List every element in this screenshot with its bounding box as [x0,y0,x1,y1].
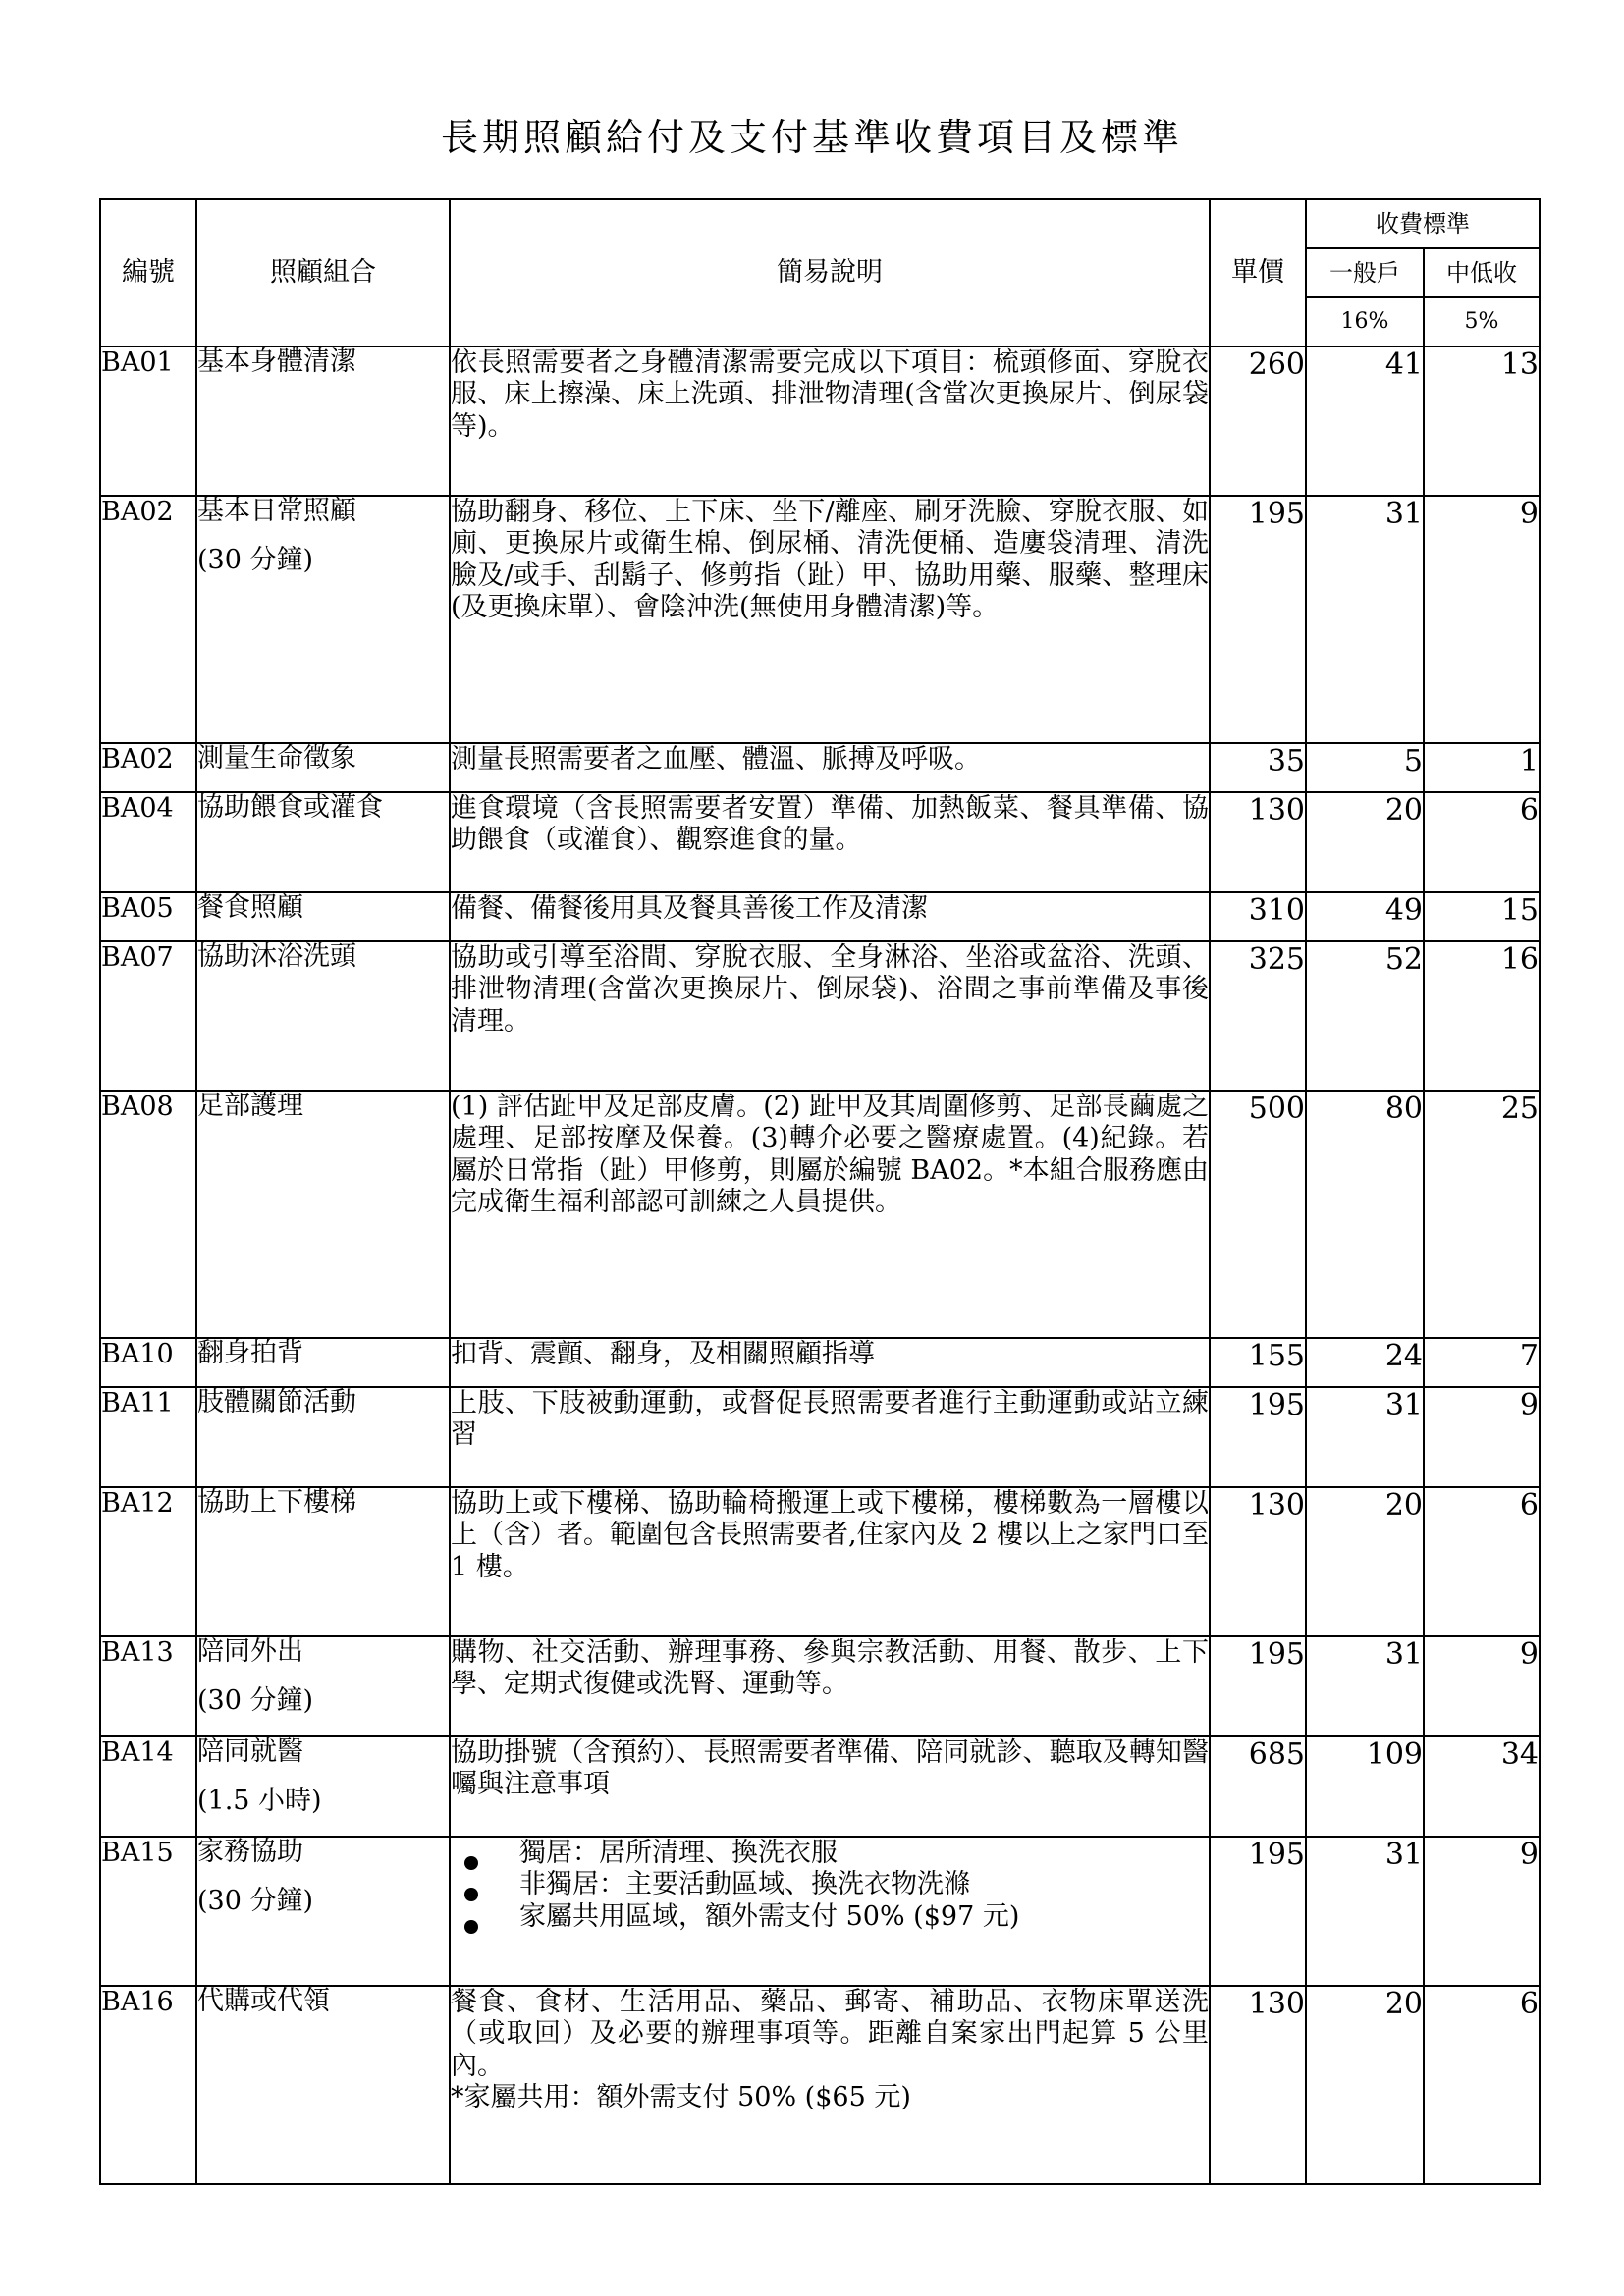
row-name-line: 協助上下樓梯 [197,1487,356,1518]
row-name-line: 基本身體清潔 [197,347,356,377]
row-name-duration: (1.5 小時) [197,1786,322,1816]
row-name [196,1487,450,1636]
row-general: 20 [1306,1487,1424,1636]
row-low-mid: 7 [1424,1338,1540,1387]
row-price: 130 [1210,1986,1306,2184]
bullet-item [455,1869,1209,1900]
row-general: 31 [1306,1387,1424,1487]
row-code: BA16 [100,1986,196,2184]
row-price: 310 [1210,892,1306,941]
row-low-mid: 9 [1424,1387,1540,1487]
row-description: 測量長照需要者之血壓、體溫、脈搏及呼吸。 [450,743,1210,792]
row-description: 協助或引導至浴間、穿脫衣服、全身淋浴、坐浴或盆浴、洗頭、排泄物清理(含當次更換尿片、倒尿袋)、浴間之事前準備及事後清理。 [450,941,1210,1091]
row-name-line: 餐食照顧 [197,892,303,923]
row-general: 52 [1306,941,1424,1091]
row-general: 20 [1306,1986,1424,2184]
table-row [100,941,1540,1091]
row-general: 31 [1306,496,1424,743]
row-low-mid: 9 [1424,496,1540,743]
table-row [100,792,1540,892]
row-general: 49 [1306,892,1424,941]
row-code: BA14 [100,1736,196,1837]
row-name-duration: (30 分鐘) [197,545,314,575]
row-code: BA13 [100,1636,196,1736]
row-name [196,941,450,1091]
row-name [196,1986,450,2184]
table-row [100,1736,1540,1837]
row-code: BA04 [100,792,196,892]
row-code: BA02 [100,743,196,792]
row-code: BA08 [100,1091,196,1338]
row-name [196,1636,450,1736]
row-description: 扣背、震顫、翻身，及相關照顧指導 [450,1338,1210,1387]
row-general: 109 [1306,1736,1424,1837]
row-code: BA07 [100,941,196,1091]
row-description: 協助上或下樓梯、協助輪椅搬運上或下樓梯，樓梯數為一層樓以上（含）者。範圍包含長照需要者,住家內及 2 樓以上之家門口至 1 樓。 [450,1487,1210,1636]
row-code: BA12 [100,1487,196,1636]
row-description: (1) 評估趾甲及足部皮膚。(2) 趾甲及其周圍修剪、足部長繭處之處理、足部按摩及保養。(3)轉介必要之醫療處置。(4)紀錄。若屬於日常指（趾）甲修剪，則屬於編號 BA02。*本組合服務應由完成衛生福利部認可訓練之人員提供。 [450,1091,1210,1338]
row-low-mid: 6 [1424,1986,1540,2184]
fee-table [99,198,1541,2185]
bullet-text: 家屬共用區域，額外需支付 50% ($97 元) [519,1900,1020,1932]
row-general: 20 [1306,792,1424,892]
row-price: 325 [1210,941,1306,1091]
row-name [196,1736,450,1837]
row-price: 195 [1210,1387,1306,1487]
row-code: BA10 [100,1338,196,1387]
row-code: BA11 [100,1387,196,1487]
row-name [196,1091,450,1338]
row-low-mid: 13 [1424,347,1540,496]
row-name-line: 代購或代領 [197,1986,330,2016]
row-description: 協助翻身、移位、上下床、坐下/離座、刷牙洗臉、穿脫衣服、如廁、更換尿片或衛生棉、倒尿桶、清洗便桶、造廔袋清理、清洗臉及/或手、刮鬍子、修剪指（趾）甲、協助用藥、服藥、整理床(及更換床單）、會陰沖洗(無使用身體清潔)等。 [450,496,1210,743]
table-row [100,1636,1540,1736]
bullet-item [455,1901,1209,1933]
row-name-line: 協助餵食或灌食 [197,792,383,823]
page-title: 長期照顧給付及支付基準收費項目及標準 [440,116,1183,159]
row-name [196,1387,450,1487]
row-low-mid: 9 [1424,1636,1540,1736]
table-row [100,1487,1540,1636]
row-name-line: 家務協助 [197,1837,303,1867]
row-description: 依長照需要者之身體清潔需要完成以下項目：梳頭修面、穿脫衣服、床上擦澡、床上洗頭、排泄物清理(含當次更換尿片、倒尿袋等)。 [450,347,1210,496]
header-unit-price: 單價 [1210,199,1306,347]
row-price: 35 [1210,743,1306,792]
row-description: 進食環境（含長照需要者安置）準備、加熱飯菜、餐具準備、協助餵食（或灌食）、觀察進食的量。 [450,792,1210,892]
row-price: 130 [1210,1487,1306,1636]
row-general: 31 [1306,1837,1424,1986]
row-price: 195 [1210,1837,1306,1986]
row-name-line: 肢體關節活動 [197,1387,356,1417]
row-low-mid: 6 [1424,1487,1540,1636]
row-description: 上肢、下肢被動運動，或督促長照需要者進行主動運動或站立練習 [450,1387,1210,1487]
bullet-dot-icon [464,1856,478,1870]
row-description [450,1837,1210,1986]
bullet-text: 獨居：居所清理、換洗衣服 [519,1838,838,1868]
row-low-mid: 6 [1424,792,1540,892]
row-name [196,347,450,496]
row-price: 155 [1210,1338,1306,1387]
bullet-dot-icon [464,1920,478,1934]
row-price: 260 [1210,347,1306,496]
row-price: 130 [1210,792,1306,892]
row-name-line: 陪同外出 [197,1636,303,1667]
row-low-mid: 25 [1424,1091,1540,1338]
row-name [196,792,450,892]
row-description-note: *家屬共用：額外需支付 50% ($65 元) [451,2082,911,2113]
row-name-duration: (30 分鐘) [197,1886,314,1916]
row-code: BA15 [100,1837,196,1986]
row-name-line: 足部護理 [197,1091,303,1121]
row-description: 購物、社交活動、辦理事務、參與宗教活動、用餐、散步、上下學、定期式復健或洗腎、運動等。 [450,1636,1210,1736]
row-name-line: 協助沐浴洗頭 [197,941,356,972]
row-description: 協助掛號（含預約）、長照需要者準備、陪同就診、聽取及轉知醫囑與注意事項 [450,1736,1210,1837]
row-price: 500 [1210,1091,1306,1338]
row-price: 685 [1210,1736,1306,1837]
row-low-mid: 1 [1424,743,1540,792]
row-name-line: 基本日常照顧 [197,496,356,526]
header-general: 一般戶 [1306,248,1424,297]
table-row [100,347,1540,496]
row-name [196,496,450,743]
header-code: 編號 [100,199,196,347]
row-name-line: 翻身拍背 [197,1338,303,1368]
row-name-line: 測量生命徵象 [197,743,356,774]
row-code: BA02 [100,496,196,743]
bullet-dot-icon [464,1888,478,1901]
row-general: 24 [1306,1338,1424,1387]
table-row [100,1091,1540,1338]
table-row [100,1837,1540,1986]
row-description: 備餐、備餐後用具及餐具善後工作及清潔 [450,892,1210,941]
row-price: 195 [1210,496,1306,743]
row-price: 195 [1210,1636,1306,1736]
row-description [450,1986,1210,2184]
table-row [100,1986,1540,2184]
header-low-mid: 中低收 [1424,248,1540,297]
header-general-rate: 16% [1306,297,1424,347]
table-row [100,496,1540,743]
row-low-mid: 34 [1424,1736,1540,1837]
row-low-mid: 9 [1424,1837,1540,1986]
bullet-text: 非獨居：主要活動區域、換洗衣物洗滌 [519,1869,970,1900]
header-description: 簡易說明 [450,199,1210,347]
row-general: 31 [1306,1636,1424,1736]
row-general: 5 [1306,743,1424,792]
row-general: 41 [1306,347,1424,496]
row-code: BA05 [100,892,196,941]
header-low-mid-rate: 5% [1424,297,1540,347]
row-general: 80 [1306,1091,1424,1338]
row-low-mid: 15 [1424,892,1540,941]
header-fee-standard: 收費標準 [1306,199,1540,248]
row-name [196,1837,450,1986]
row-low-mid: 16 [1424,941,1540,1091]
row-code: BA01 [100,347,196,496]
row-description-text: 餐食、食材、生活用品、藥品、郵寄、補助品、衣物床單送洗（或取回）及必要的辦理事項等。距離自案家出門起算 5 公里內。 [451,1987,1209,2081]
row-name-line: 陪同就醫 [197,1736,303,1767]
row-name-duration: (30 分鐘) [197,1685,314,1716]
header-group: 照顧組合 [196,199,450,347]
bullet-item [455,1838,1209,1869]
table-row [100,1387,1540,1487]
